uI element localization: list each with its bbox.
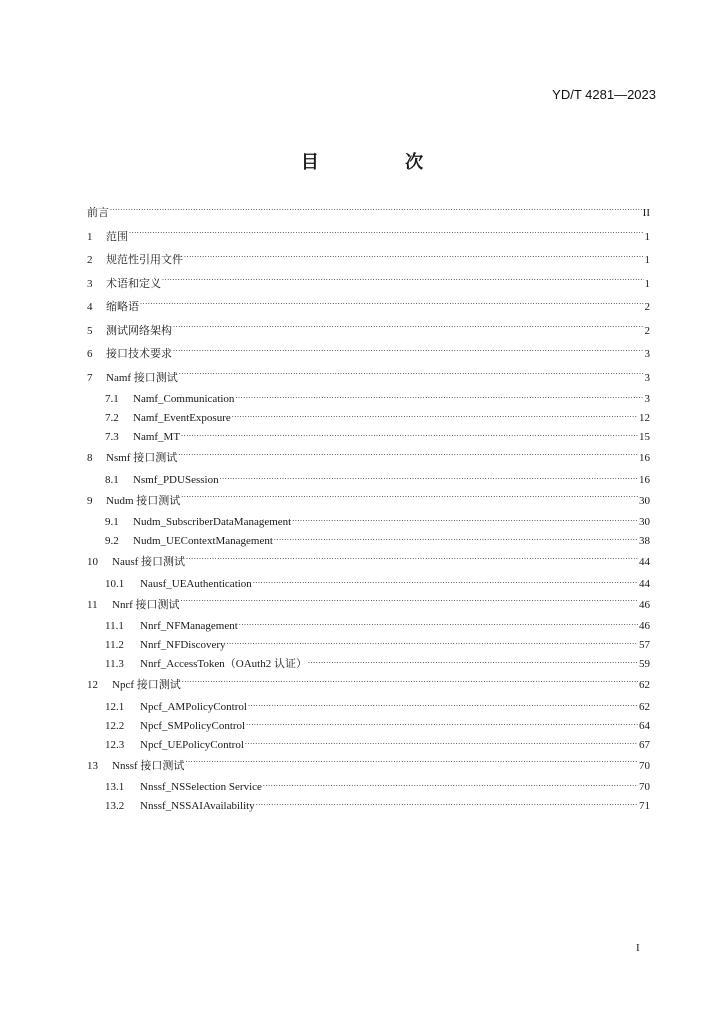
toc-entry-page: 12	[639, 412, 650, 424]
toc-entry-number: 9.2	[105, 535, 119, 547]
toc-entry-page: 3	[644, 371, 650, 384]
toc-leader-dots	[220, 473, 638, 483]
toc-entry-number: 12.2	[105, 719, 125, 732]
toc-entry-number: 10.1	[105, 577, 125, 590]
toc-entry-page: 3	[644, 393, 650, 405]
toc-entry-11-2[interactable]	[87, 636, 650, 655]
toc-leader-dots	[274, 534, 638, 544]
toc-leader-dots	[235, 392, 643, 402]
toc-entry-number: 8.1	[105, 473, 119, 486]
toc-entry-12[interactable]	[87, 674, 650, 698]
toc-entry-label: 规范性引用文件	[106, 254, 183, 266]
toc-entry-label: Nausf_UEAuthentication	[140, 577, 252, 590]
toc-entry-number: 6	[87, 348, 93, 360]
toc-leader-dots	[292, 515, 638, 525]
toc-entry-page: 1	[644, 277, 650, 290]
toc-entry-label: Nnrf_NFDiscovery	[140, 639, 226, 651]
toc-entry-number: 11.2	[105, 639, 124, 651]
toc-entry-label: Namf_EventExposure	[133, 412, 231, 424]
toc-entry-number: 12.3	[105, 738, 125, 751]
toc-entry-label: Nudm 接口测试	[106, 494, 181, 507]
toc-entry-1[interactable]	[87, 226, 650, 250]
toc-entry-number: 13.2	[105, 800, 125, 812]
toc-entry-12-2[interactable]	[87, 717, 650, 736]
toc-leader-dots	[181, 494, 638, 504]
toc-entry-page: 57	[639, 639, 650, 651]
toc-entry-label: 测试网络架构	[106, 324, 172, 337]
toc-entry-8[interactable]	[87, 447, 650, 471]
toc-entry-5[interactable]	[87, 320, 650, 344]
toc-entry-page: 70	[639, 781, 650, 793]
table-of-contents	[87, 202, 650, 816]
toc-leader-dots	[182, 678, 638, 688]
toc-entry-number: 7.3	[105, 431, 119, 443]
toc-leader-dots	[232, 411, 638, 421]
toc-entry-number: 11.3	[105, 658, 124, 670]
toc-entry-number: 13.1	[105, 781, 125, 793]
toc-entry-page: 16	[639, 473, 650, 486]
toc-leader-dots	[256, 799, 638, 809]
toc-entry-page: 30	[639, 516, 650, 528]
toc-entry-page: 64	[639, 719, 650, 732]
toc-entry-page: 46	[639, 620, 650, 632]
toc-entry-11-1[interactable]	[87, 617, 650, 636]
toc-title: 目 次	[300, 152, 464, 173]
document-code: YD/T 4281—2023	[552, 87, 656, 102]
toc-entry-label: Nnrf_AccessToken（OAuth2 认证）	[140, 658, 307, 670]
toc-entry-number: 13	[87, 759, 98, 772]
toc-entry-13-2[interactable]	[87, 797, 650, 816]
toc-leader-dots	[253, 577, 638, 587]
toc-entry-page: 44	[639, 577, 650, 590]
toc-leader-dots	[110, 206, 642, 216]
toc-entry-label: Nausf 接口测试	[112, 556, 186, 568]
toc-leader-dots	[162, 277, 644, 287]
toc-leader-dots	[181, 598, 638, 608]
toc-entry-8-1[interactable]	[87, 471, 650, 490]
toc-entry-label: Nsmf 接口测试	[106, 452, 178, 464]
toc-entry-label: Npcf 接口测试	[112, 679, 181, 691]
toc-entry-7-2[interactable]	[87, 409, 650, 428]
toc-entry-10-1[interactable]	[87, 575, 650, 594]
toc-entry-7[interactable]	[87, 367, 650, 391]
toc-leader-dots	[245, 738, 638, 748]
toc-entry-page: 62	[639, 679, 650, 691]
toc-leader-dots	[178, 451, 638, 461]
toc-entry-page: 70	[639, 759, 650, 772]
toc-entry-page: II	[642, 207, 650, 219]
toc-entry-7-1[interactable]	[87, 390, 650, 409]
toc-entry-page: 46	[639, 598, 650, 611]
toc-entry-11[interactable]	[87, 594, 650, 618]
toc-entry-page: 67	[639, 738, 650, 751]
toc-entry-label: 缩略语	[106, 301, 139, 313]
toc-entry-number: 7	[87, 371, 93, 384]
toc-leader-dots	[239, 619, 638, 629]
toc-entry-11-3[interactable]	[87, 655, 650, 674]
toc-entry-9-1[interactable]	[87, 513, 650, 532]
toc-leader-dots	[184, 253, 644, 263]
toc-entry-9-2[interactable]	[87, 532, 650, 551]
toc-entry-label: Nnssf_NSSelection Service	[140, 781, 262, 793]
toc-entry-number: 4	[87, 301, 93, 313]
toc-leader-dots	[185, 759, 638, 769]
toc-entry-page: 30	[639, 494, 650, 507]
toc-entry-page: 71	[639, 800, 650, 812]
toc-entry-page: 2	[644, 301, 650, 313]
toc-entry-page: 16	[639, 452, 650, 464]
toc-leader-dots	[179, 371, 644, 381]
toc-leader-dots	[173, 347, 644, 357]
toc-entry-number: 9.1	[105, 516, 119, 528]
toc-leader-dots	[248, 700, 638, 710]
toc-entry-page: 1	[644, 254, 650, 266]
toc-leader-dots	[186, 555, 638, 565]
page-number: I	[636, 942, 640, 954]
toc-entry-label: Namf_Communication	[133, 393, 235, 405]
toc-entry-label: Nnssf_NSSAIAvailability	[140, 800, 255, 812]
toc-entry-page: 3	[644, 348, 650, 360]
toc-entry-page: 15	[639, 431, 650, 443]
toc-entry-page: 38	[639, 535, 650, 547]
toc-entry-number: 7.2	[105, 412, 119, 424]
toc-entry-4[interactable]	[87, 296, 650, 320]
toc-entry-13[interactable]	[87, 755, 650, 779]
toc-entry-12-3[interactable]	[87, 736, 650, 755]
toc-leader-dots	[308, 657, 638, 667]
toc-entry-label: 范围	[106, 230, 128, 243]
toc-entry-number: 3	[87, 277, 93, 290]
toc-entry-2[interactable]	[87, 249, 650, 273]
toc-entry-number: 10	[87, 556, 98, 568]
toc-entry-label: 前言	[87, 207, 109, 219]
toc-leader-dots	[173, 324, 644, 334]
toc-entry-10[interactable]	[87, 551, 650, 575]
toc-entry-page: 1	[644, 230, 650, 243]
toc-entry-page: 2	[644, 324, 650, 337]
toc-entry-label: Nnrf_NFManagement	[140, 620, 238, 632]
toc-entry-page: 59	[639, 658, 650, 670]
toc-leader-dots	[181, 430, 638, 440]
toc-leader-dots	[263, 780, 638, 790]
toc-entry-13-1[interactable]	[87, 778, 650, 797]
toc-entry-label: Npcf_UEPolicyControl	[140, 738, 244, 751]
toc-entry-label: Npcf_SMPolicyControl	[140, 719, 246, 732]
toc-entry-label: Nudm_UEContextManagement	[133, 535, 273, 547]
toc-entry-9[interactable]	[87, 490, 650, 514]
toc-entry-number: 11	[87, 598, 98, 611]
toc-leader-dots	[246, 719, 638, 729]
toc-entry-label: Namf 接口测试	[106, 371, 178, 384]
toc-entry-label: 接口技术要求	[106, 348, 172, 360]
toc-leader-dots	[129, 230, 644, 240]
toc-entry-number: 5	[87, 324, 93, 337]
toc-entry-7-3[interactable]	[87, 428, 650, 447]
toc-leader-dots	[140, 300, 644, 310]
toc-entry-label: Namf_MT	[133, 431, 181, 443]
toc-entry-label: Nnrf 接口测试	[112, 598, 180, 611]
toc-entry-page: 62	[639, 700, 650, 713]
toc-entry-number: 7.1	[105, 393, 119, 405]
toc-leader-dots	[227, 638, 638, 648]
toc-entry-6[interactable]	[87, 343, 650, 367]
toc-entry-12-1[interactable]	[87, 698, 650, 717]
toc-entry-number: 12	[87, 679, 98, 691]
toc-entry-label: Nnssf 接口测试	[112, 759, 185, 772]
toc-entry-label: Nsmf_PDUSession	[133, 473, 219, 486]
toc-entry-number: 1	[87, 230, 93, 243]
toc-entry-page: 44	[639, 556, 650, 568]
toc-entry-3[interactable]	[87, 273, 650, 297]
toc-entry-number: 2	[87, 254, 93, 266]
toc-entry-number: 11.1	[105, 620, 124, 632]
toc-entry-number: 12.1	[105, 700, 125, 713]
toc-entry-label: Nudm_SubscriberDataManagement	[133, 516, 292, 528]
toc-entry-number: 9	[87, 494, 93, 507]
toc-entry-foreword[interactable]	[87, 202, 650, 226]
toc-entry-number: 8	[87, 452, 93, 464]
toc-entry-label: Npcf_AMPolicyControl	[140, 700, 247, 713]
toc-entry-label: 术语和定义	[106, 277, 161, 290]
